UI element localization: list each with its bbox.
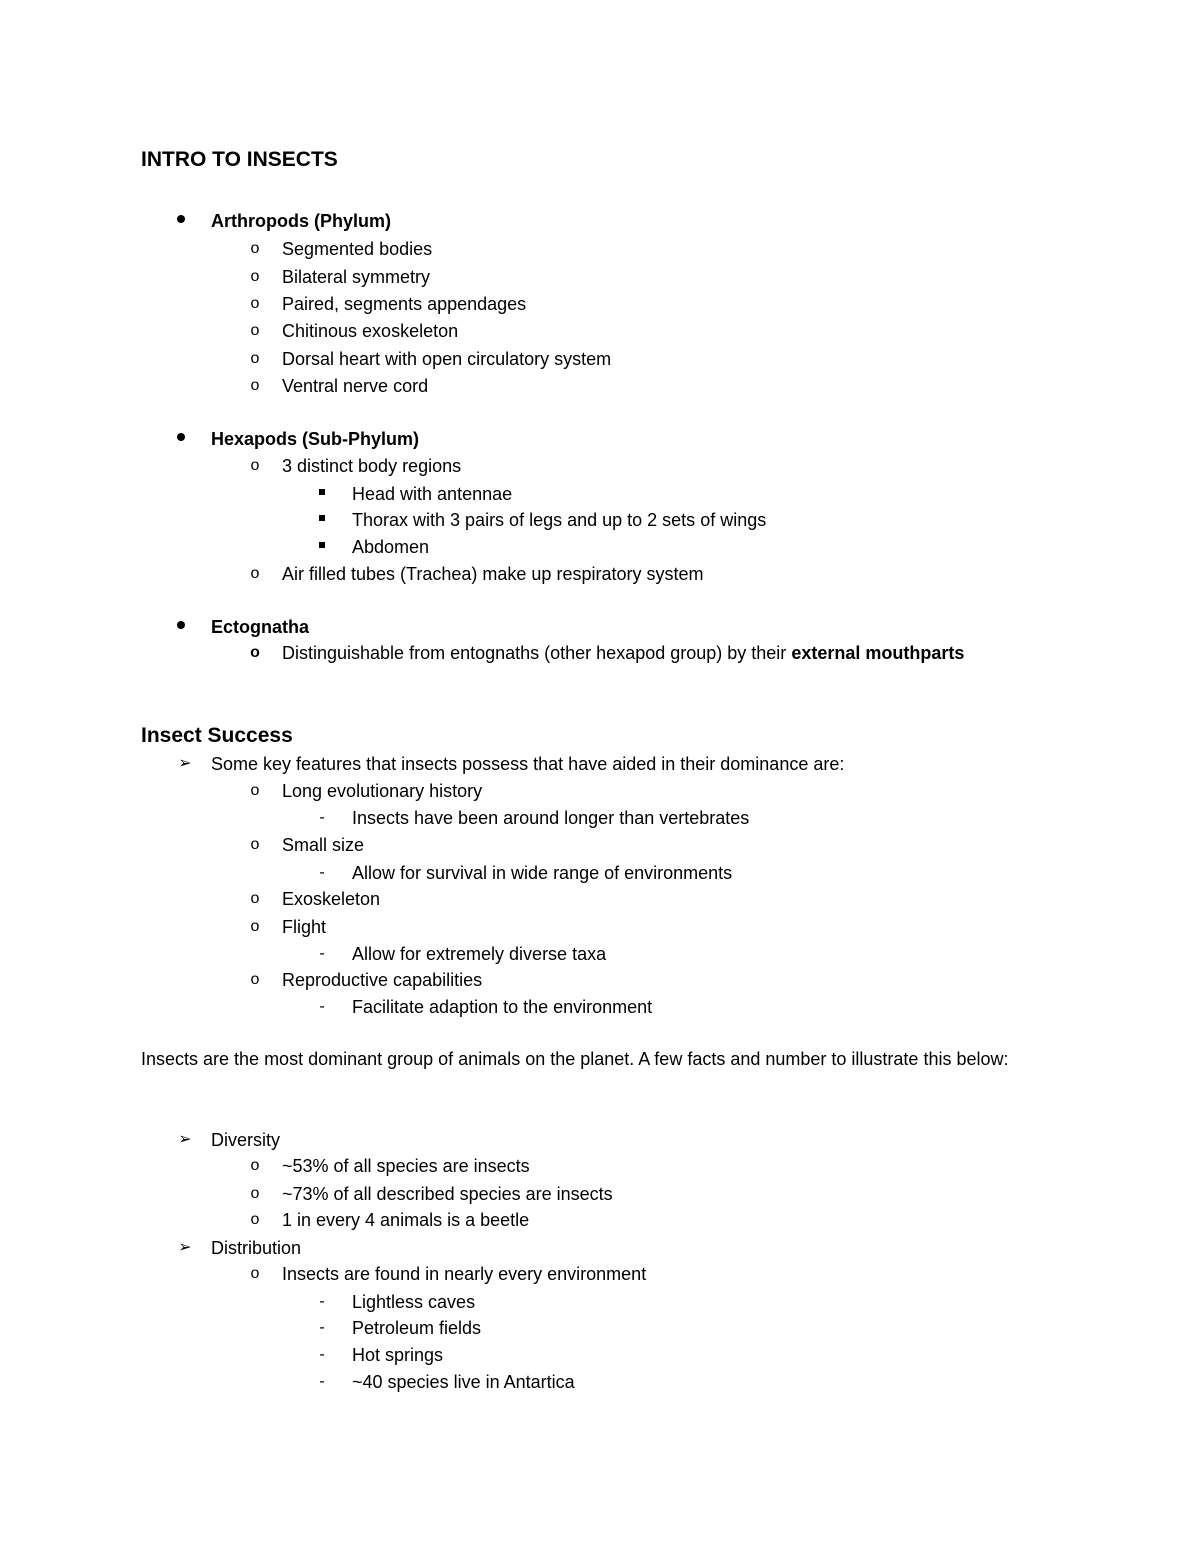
bullet-circle-icon: o: [250, 377, 260, 394]
list-item: o Distinguishable from entognaths (other hexapod group) by their external mouthparts: [0, 639, 1200, 667]
list-subitem: Thorax with 3 pairs of legs and up to 2 sets of wings: [0, 506, 1200, 534]
bullet-square-icon: [312, 480, 332, 508]
list-subitem: - Insects have been around longer than vertebrates: [0, 804, 1200, 832]
bullet-circle-icon: o: [250, 918, 260, 935]
bullet-circle-icon: o: [250, 295, 260, 312]
bullet-circle-icon: o: [250, 268, 260, 285]
list-item: o 3 distinct body regions: [0, 452, 1200, 480]
page-title: INTRO TO INSECTS: [141, 148, 338, 171]
list-item: o Small size: [0, 831, 1200, 859]
bullet-circle-icon: o: [250, 836, 260, 853]
list-subitem: - Allow for survival in wide range of environments: [0, 859, 1200, 887]
dash-bullet: -: [319, 1373, 325, 1390]
dash-bullet: -: [319, 1346, 325, 1363]
list-item: o Long evolutionary history: [0, 777, 1200, 805]
list-subitem: Abdomen: [0, 533, 1200, 561]
bullet-circle-icon: o: [250, 1157, 260, 1174]
list-subitem: - Allow for extremely diverse taxa: [0, 940, 1200, 968]
list-subitem: - ~40 species live in Antartica: [0, 1368, 1200, 1396]
bullet-circle-icon: o: [250, 1185, 260, 1202]
list-subitem: - Facilitate adaption to the environment: [0, 993, 1200, 1021]
list-item: o ~73% of all described species are insects: [0, 1180, 1200, 1208]
bullet-circle-icon: o: [250, 1211, 260, 1228]
body-paragraph: Insects are the most dominant group of animals on the planet. A few facts and number to illustrate this below:: [141, 1049, 1009, 1069]
bullet-circle-icon: o: [250, 971, 260, 988]
bullet-circle-icon: o: [250, 457, 260, 474]
list-item: o Flight: [0, 913, 1200, 941]
section-arthropods-heading: Arthropods (Phylum): [0, 207, 1200, 235]
section-hexapods-heading: Hexapods (Sub-Phylum): [0, 425, 1200, 453]
bullet-dot-icon: [171, 425, 191, 453]
list-subitem: - Hot springs: [0, 1341, 1200, 1369]
emphasis-text: external mouthparts: [791, 643, 965, 663]
bullet-circle-icon: o: [250, 890, 260, 907]
bullet-square-icon: [312, 506, 332, 534]
dash-bullet: -: [319, 1319, 325, 1336]
list-item: o ~53% of all species are insects: [0, 1152, 1200, 1180]
dash-bullet: -: [319, 1293, 325, 1310]
dash-bullet: -: [319, 809, 325, 826]
list-subitem: - Petroleum fields: [0, 1314, 1200, 1342]
list-item-diversity: ➢ Diversity: [0, 1126, 1200, 1154]
list-item: o Segmented bodies: [0, 235, 1200, 263]
bullet-circle-icon: o: [250, 240, 260, 257]
list-item: o Exoskeleton: [0, 885, 1200, 913]
list-item: o Paired, segments appendages: [0, 290, 1200, 318]
bullet-square-icon: [312, 533, 332, 561]
list-item: o Reproductive capabilities: [0, 966, 1200, 994]
list-item: ➢ Some key features that insects possess that have aided in their dominance are:: [0, 750, 1200, 778]
list-item-distribution: ➢ Distribution: [0, 1234, 1200, 1262]
bullet-circle-icon: o: [250, 644, 260, 661]
list-item: o Chitinous exoskeleton: [0, 317, 1200, 345]
arrow-bullet-icon: ➢: [178, 755, 192, 772]
list-item: o 1 in every 4 animals is a beetle: [0, 1206, 1200, 1234]
list-subitem: - Lightless caves: [0, 1288, 1200, 1316]
list-item: o Insects are found in nearly every environment: [0, 1260, 1200, 1288]
arrow-bullet-icon: ➢: [178, 1239, 192, 1256]
list-subitem: Head with antennae: [0, 480, 1200, 508]
list-item: o Dorsal heart with open circulatory system: [0, 345, 1200, 373]
list-item: o Bilateral symmetry: [0, 263, 1200, 291]
section-ectognatha-heading: Ectognatha: [0, 613, 1200, 641]
bullet-circle-icon: o: [250, 350, 260, 367]
list-item: o Ventral nerve cord: [0, 372, 1200, 400]
bullet-circle-icon: o: [250, 565, 260, 582]
bullet-circle-icon: o: [250, 1265, 260, 1282]
dash-bullet: -: [319, 998, 325, 1015]
arrow-bullet-icon: ➢: [178, 1131, 192, 1148]
bullet-circle-icon: o: [250, 322, 260, 339]
bullet-circle-icon: o: [250, 782, 260, 799]
dash-bullet: -: [319, 864, 325, 881]
bullet-dot-icon: [171, 613, 191, 641]
bullet-dot-icon: [171, 207, 191, 235]
dash-bullet: -: [319, 945, 325, 962]
section-heading-insect-success: Insect Success: [141, 724, 293, 747]
list-item: o Air filled tubes (Trachea) make up respiratory system: [0, 560, 1200, 588]
